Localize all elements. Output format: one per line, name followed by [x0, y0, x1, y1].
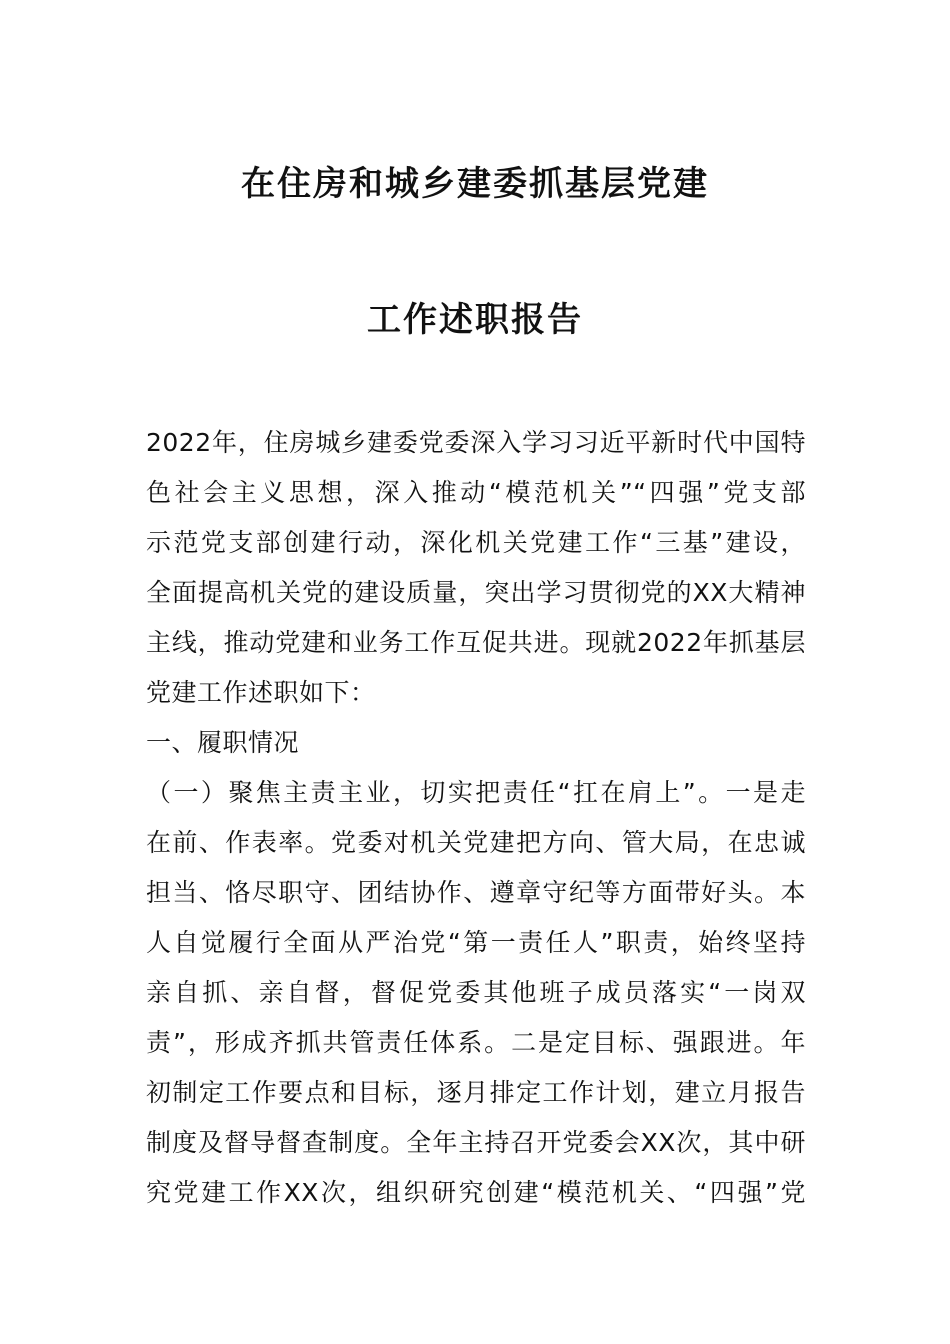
body-line: 2022年，住房城乡建委党委深入学习习近平新时代中国特 [146, 428, 806, 457]
body-line: 责”，形成齐抓共管责任体系。二是定目标、强跟进。年 [146, 1028, 806, 1057]
body-line: 制度及督导督查制度。全年主持召开党委会XX次，其中研 [146, 1128, 806, 1157]
body-line: 初制定工作要点和目标，逐月排定工作计划，建立月报告 [146, 1078, 806, 1107]
body-line: 色社会主义思想，深入推动“模范机关”“四强”党支部 [146, 478, 806, 507]
body-line: （一）聚焦主责主业，切实把责任“扛在肩上”。一是走 [146, 778, 806, 807]
body-line: 示范党支部创建行动，深化机关党建工作“三基”建设， [146, 528, 806, 557]
body-line: 究党建工作XX次，组织研究创建“模范机关、“四强”党 [146, 1178, 806, 1207]
body-line: 担当、恪尽职守、团结协作、遵章守纪等方面带好头。本 [146, 878, 806, 907]
document-title-line-2: 工作述职报告 [367, 300, 583, 340]
document-body [146, 424, 806, 1224]
document-title-line-1: 在住房和城乡建委抓基层党建 [241, 164, 709, 204]
body-line: 人自觉履行全面从严治党“第一责任人”职责，始终坚持 [146, 928, 806, 957]
body-line: 全面提高机关党的建设质量，突出学习贯彻党的XX大精神 [146, 578, 806, 607]
section-heading: 一、履职情况 [146, 728, 300, 757]
body-line: 主线，推动党建和业务工作互促共进。现就2022年抓基层 [146, 628, 806, 657]
body-line: 亲自抓、亲自督，督促党委其他班子成员落实“一岗双 [146, 978, 806, 1007]
body-line: 在前、作表率。党委对机关党建把方向、管大局，在忠诚 [146, 828, 806, 857]
body-line: 党建工作述职如下： [146, 678, 376, 707]
